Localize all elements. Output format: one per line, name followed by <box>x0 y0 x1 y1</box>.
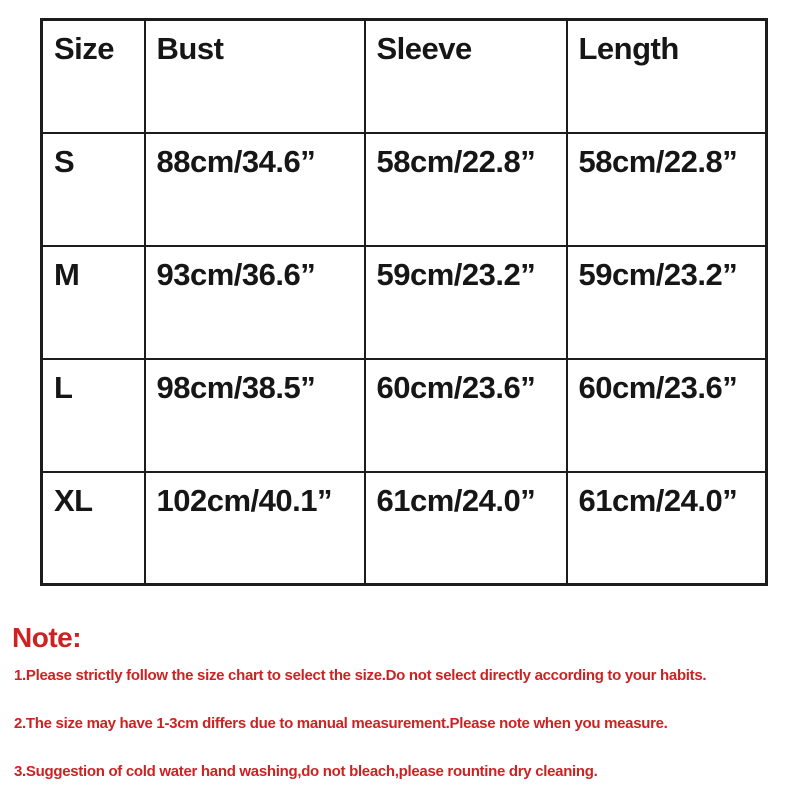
size-cell: M <box>42 246 145 359</box>
bust-cell: 98cm/38.5” <box>145 359 365 472</box>
col-header-bust: Bust <box>145 20 365 133</box>
size-chart-table <box>40 18 768 586</box>
note-item-2: 2.The size may have 1-3cm differs due to manual measurement.Please note when you measure. <box>14 715 668 732</box>
table-header-row <box>42 20 767 133</box>
length-cell: 59cm/23.2” <box>567 246 767 359</box>
size-cell: L <box>42 359 145 472</box>
table-row-l <box>42 359 767 472</box>
length-cell: 60cm/23.6” <box>567 359 767 472</box>
bust-cell: 102cm/40.1” <box>145 472 365 585</box>
sleeve-cell: 60cm/23.6” <box>365 359 567 472</box>
sleeve-cell: 59cm/23.2” <box>365 246 567 359</box>
size-cell: S <box>42 133 145 246</box>
sleeve-cell: 61cm/24.0” <box>365 472 567 585</box>
col-header-size: Size <box>42 20 145 133</box>
size-cell: XL <box>42 472 145 585</box>
bust-cell: 88cm/34.6” <box>145 133 365 246</box>
notes-title: Note: <box>12 622 82 653</box>
table-row-s <box>42 133 767 246</box>
col-header-length: Length <box>567 20 767 133</box>
notes-section <box>12 622 798 800</box>
length-cell: 61cm/24.0” <box>567 472 767 585</box>
length-cell: 58cm/22.8” <box>567 133 767 246</box>
col-header-sleeve: Sleeve <box>365 20 567 133</box>
note-item-3: 3.Suggestion of cold water hand washing,do not bleach,please rountine dry cleaning. <box>14 763 598 780</box>
note-item-1: 1.Please strictly follow the size chart to select the size.Do not select directly according to your habits. <box>14 667 707 684</box>
sleeve-cell: 58cm/22.8” <box>365 133 567 246</box>
table-row-m <box>42 246 767 359</box>
bust-cell: 93cm/36.6” <box>145 246 365 359</box>
table-row-xl <box>42 472 767 585</box>
